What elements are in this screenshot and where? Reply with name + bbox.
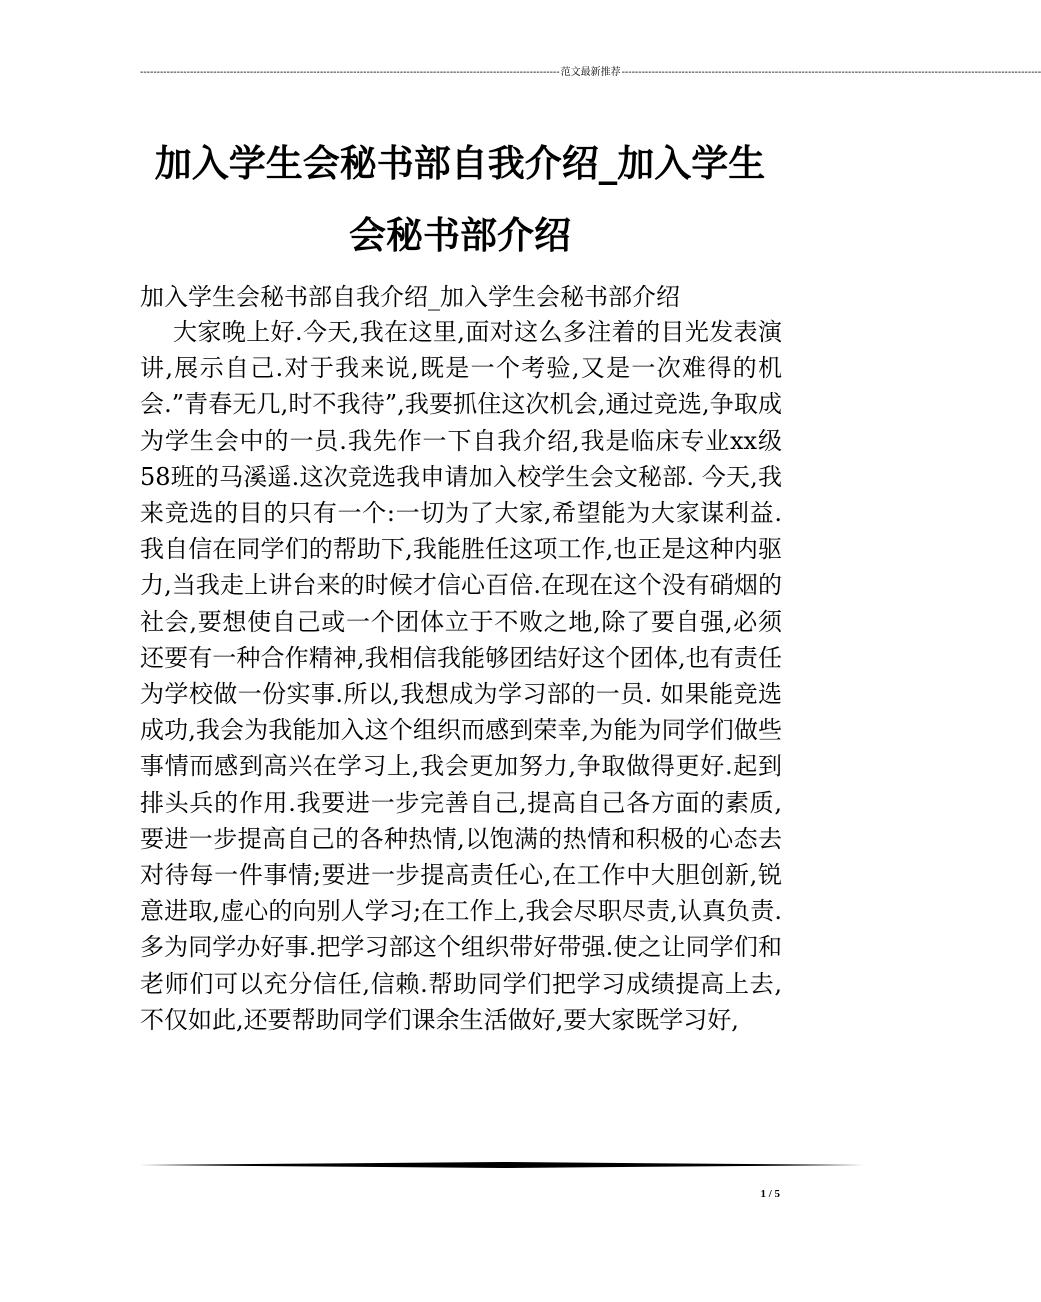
document-title: 加入学生会秘书部自我介绍_加入学生会秘书部介绍 xyxy=(154,142,766,257)
header-rule-left: ------------------------------------------------------------------------------------------------------------------------------ xyxy=(140,67,560,78)
header-rule-right: ------------------------------------------------------------------------------------------------------------------------------ xyxy=(621,67,1041,78)
header-label: 范文最新推荐 xyxy=(560,67,621,78)
body-paragraph: 大家晚上好.今天,我在这里,面对这么多注着的目光发表演讲,展示自己.对于我来说,既是一个考验,又是一次难得的机会.”青春无几,时不我待”,我要抓住这次机会,通过竞选,争取成为学生会中的一员.我先作一下自我介绍,我是临床专业xx级58班的马溪遥.这次竞选我申请加入校学生会文秘部. 今天,我来竞选的目的只有一个:一切为了大家,希望能为大家谋利益.我自信在同学们的帮助下,我能胜任这项工作,也正是这种内驱力,当我走上讲台来的时候才信心百倍.在现在这个没有硝烟的社会,要想使自己或一个团体立于不败之地,除了要自强,必须还要有一种合作精神,我相信我能够团结好这个团体,也有责任为学校做一份实事.所以,我想成为学习部的一员. 如果能竞选成功,我会为我能加入这个组织而感到荣幸,为能为同学们做些事情而感到高兴在学习上,我会更加努力,争取做得更好.起到排头兵的作用.我要进一步完善自己,提高自己各方面的素质,要进一步提高自己的各种热情,以饱满的热情和积极的心态去对待每一件事情;要进一步提高责任心,在工作中大胆创新,锐意进取,虚心的向别人学习;在工作上,我会尽职尽责,认真负责.多为同学办好事.把学习部这个组织带好带强.使之让同学们和老师们可以充分信任,信赖.帮助同学们把学习成绩提高上去,不仅如此,还要帮助同学们课余生活做好,要大家既学习好, xyxy=(140,318,782,1034)
footer-rule xyxy=(140,1162,864,1168)
page-number: 1 / 5 xyxy=(760,1188,780,1200)
page-header xyxy=(140,66,1041,80)
document-subtitle: 加入学生会秘书部自我介绍_加入学生会秘书部介绍 xyxy=(140,283,680,311)
